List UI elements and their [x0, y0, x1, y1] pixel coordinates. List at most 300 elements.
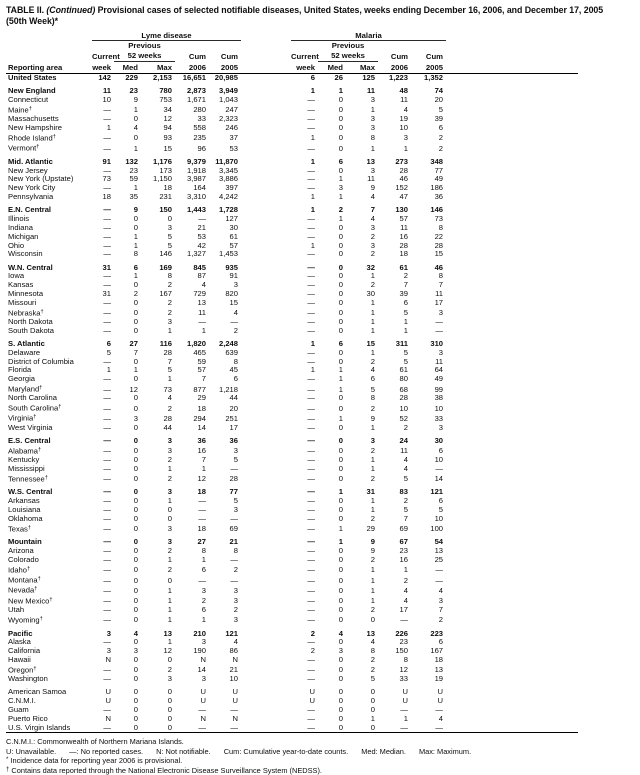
value-cell: —	[307, 505, 315, 515]
value-cell: 210	[193, 628, 206, 638]
table-row	[6, 215, 578, 224]
value-cell: U	[200, 687, 206, 697]
row-tail	[446, 184, 578, 193]
value-cell: 1	[403, 143, 408, 153]
value-cell: 0	[338, 565, 343, 575]
table-row	[6, 706, 578, 715]
value-cell: 36	[434, 192, 444, 202]
value-cell: 2	[370, 403, 375, 413]
table-row	[6, 394, 578, 403]
value-cell: 1	[370, 105, 375, 115]
value-cell: —	[307, 325, 315, 335]
table-row	[6, 697, 578, 706]
dagger-superscript: †	[39, 385, 43, 391]
value-cell: 3	[438, 596, 444, 606]
value-cell: 3	[133, 413, 138, 423]
value-cell: 310	[430, 339, 444, 349]
column-spacer	[241, 413, 291, 423]
value-cell: 0	[338, 249, 343, 259]
row-tail	[446, 250, 578, 259]
value-cell: 11	[367, 174, 375, 184]
reporting-area-cell: Wisconsin	[8, 249, 43, 259]
value-cell: 223	[430, 628, 444, 638]
value-cell: 0	[133, 316, 138, 326]
column-spacer	[241, 206, 291, 215]
value-cell: 2	[133, 289, 138, 299]
value-cell: —	[307, 524, 315, 534]
table-row	[6, 665, 578, 675]
value-cell: 1,918	[186, 165, 206, 175]
value-cell: 0	[133, 505, 138, 515]
value-cell: 173	[159, 165, 172, 175]
table-row	[6, 688, 578, 697]
value-cell: 28	[434, 240, 444, 250]
table-row	[6, 349, 578, 358]
table-row	[6, 556, 578, 565]
table-row	[6, 366, 578, 375]
value-cell: —	[307, 214, 315, 224]
value-cell: 0	[338, 722, 343, 732]
column-spacer	[241, 596, 291, 606]
dagger-superscript: †	[40, 308, 44, 315]
value-cell: —	[103, 183, 111, 193]
value-cell: —	[435, 575, 444, 585]
column-spacer	[241, 318, 291, 327]
column-spacer	[241, 556, 291, 565]
row-tail	[446, 538, 578, 547]
value-cell: —	[307, 122, 315, 132]
value-cell: 0	[370, 722, 375, 732]
reporting-area-cell: Washington	[8, 674, 48, 684]
value-cell: 61	[229, 231, 238, 241]
column-spacer	[241, 158, 291, 167]
reporting-area-cell: American Samoa	[8, 687, 67, 697]
value-cell: 1	[201, 555, 206, 565]
value-cell: 4	[233, 637, 238, 647]
value-cell: 0	[133, 605, 138, 615]
table-row	[6, 497, 578, 506]
value-cell: 1	[370, 271, 375, 281]
column-spacer	[241, 488, 291, 497]
value-cell: 73	[102, 174, 111, 184]
reporting-area-cell: New York (Upstate)	[8, 174, 74, 184]
value-cell: 0	[167, 722, 172, 732]
value-cell: 164	[193, 183, 206, 193]
reporting-area-cell: Maine†	[8, 105, 32, 115]
value-cell: —	[103, 316, 111, 326]
value-cell: —	[103, 505, 111, 515]
value-cell: 1,728	[218, 205, 238, 215]
value-cell: 5	[403, 308, 408, 318]
value-cell: 18	[102, 192, 111, 202]
row-tail	[446, 665, 578, 675]
value-cell: 1	[338, 365, 343, 375]
value-cell: 47	[399, 192, 408, 202]
value-cell: 1	[133, 240, 138, 250]
row-tail	[446, 272, 578, 281]
dagger-superscript: †	[36, 144, 40, 151]
cum-header: Cum	[425, 51, 444, 61]
value-cell: 0	[338, 435, 343, 445]
value-cell: —	[198, 722, 206, 732]
value-cell: 1	[106, 365, 111, 375]
value-cell: 3	[370, 222, 375, 232]
value-cell: 1,352	[424, 73, 444, 82]
value-cell: 1	[370, 455, 375, 465]
value-cell: 1	[310, 365, 315, 375]
table-row	[6, 206, 578, 215]
value-cell: 2	[370, 605, 375, 615]
value-cell: 4	[403, 585, 408, 595]
value-cell: 0	[338, 696, 343, 706]
value-cell: 2	[167, 665, 172, 675]
value-cell: —	[198, 496, 206, 506]
value-cell: 39	[399, 289, 408, 299]
value-cell: 1	[338, 487, 343, 497]
row-tail	[446, 515, 578, 524]
value-cell: 9,379	[186, 156, 206, 166]
reporting-area-cell: Rhode Island†	[8, 133, 56, 143]
column-spacer	[241, 87, 291, 96]
value-cell: 0	[167, 214, 172, 224]
value-cell: 3	[370, 240, 375, 250]
cum-2005-header: 2005	[209, 62, 241, 74]
value-cell: 0	[133, 537, 138, 547]
table-row	[6, 424, 578, 433]
value-cell: 11	[102, 86, 111, 96]
value-cell: 2	[233, 605, 238, 615]
value-cell: 9	[370, 537, 375, 547]
value-cell: 2,323	[218, 114, 238, 124]
value-cell: 1	[310, 133, 315, 143]
value-cell: 0	[133, 222, 138, 232]
value-cell: 167	[159, 289, 172, 299]
value-cell: —	[307, 615, 315, 625]
value-cell: 5	[167, 231, 172, 241]
value-cell: 639	[225, 347, 238, 357]
value-cell: 3,886	[218, 174, 238, 184]
value-cell: 8	[233, 356, 238, 366]
value-cell: 0	[167, 575, 172, 585]
value-cell: 33	[197, 114, 206, 124]
reporting-area-cell: Nebraska†	[8, 308, 44, 318]
value-cell: 820	[225, 289, 238, 299]
value-cell: —	[103, 240, 111, 250]
dagger-superscript: †	[39, 615, 43, 622]
value-cell: 11	[435, 356, 444, 366]
value-cell: 1	[310, 339, 315, 349]
table-row	[6, 281, 578, 290]
value-cell: —	[307, 262, 315, 272]
value-cell: 4	[370, 214, 375, 224]
row-tail	[446, 167, 578, 176]
value-cell: —	[307, 165, 315, 175]
column-spacer	[241, 175, 291, 184]
value-cell: 23	[129, 165, 138, 175]
value-cell: 0	[338, 280, 343, 290]
value-cell: 0	[133, 356, 138, 366]
value-cell: 6	[233, 374, 238, 384]
value-cell: 190	[193, 646, 206, 656]
value-cell: 0	[133, 455, 138, 465]
table-row	[6, 224, 578, 233]
value-cell: 1	[338, 524, 343, 534]
value-cell: 4	[403, 105, 408, 115]
value-cell: 1,176	[152, 156, 172, 166]
value-cell: 5	[438, 105, 444, 115]
value-cell: 57	[229, 240, 238, 250]
value-cell: 1	[201, 463, 206, 473]
value-cell: 49	[434, 374, 444, 384]
value-cell: —	[103, 637, 111, 647]
value-cell: 0	[338, 474, 343, 484]
value-cell: 8	[133, 249, 138, 259]
value-cell: —	[307, 463, 315, 473]
table-row	[6, 675, 578, 684]
column-spacer	[241, 665, 291, 675]
value-cell: —	[103, 446, 111, 456]
value-cell: 20	[229, 403, 238, 413]
value-cell: 2	[403, 271, 408, 281]
value-cell: 1	[201, 615, 206, 625]
value-cell: 1	[338, 384, 343, 394]
reporting-area-cell: Hawaii	[8, 655, 31, 665]
value-cell: 45	[229, 365, 238, 375]
value-cell: 16	[399, 555, 408, 565]
reporting-area-cell: New Hampshire	[8, 122, 63, 132]
value-cell: 1	[338, 413, 343, 423]
value-cell: 0	[338, 585, 343, 595]
value-cell: 1	[167, 325, 172, 335]
value-cell: —	[307, 655, 315, 665]
value-cell: 4	[438, 585, 444, 595]
value-cell: 10	[434, 513, 444, 523]
value-cell: —	[103, 214, 111, 224]
reporting-area-cell: Idaho†	[8, 565, 31, 575]
footnotes	[6, 737, 634, 775]
value-cell: 3	[233, 615, 238, 625]
value-cell: —	[400, 705, 408, 714]
value-cell: 1	[106, 122, 111, 132]
value-cell: 7	[370, 205, 375, 215]
value-cell: 4	[201, 280, 206, 290]
value-cell: 3	[201, 585, 206, 595]
table-row	[6, 272, 578, 281]
value-cell: 0	[338, 615, 343, 625]
column-spacer	[241, 242, 291, 251]
value-cell: 0	[133, 565, 138, 575]
column-spacer	[241, 715, 291, 724]
value-cell: 3	[438, 347, 444, 357]
column-spacer	[241, 250, 291, 259]
reporting-area-cell: Wyoming†	[8, 615, 43, 625]
value-cell: 0	[133, 374, 138, 384]
value-cell: 48	[399, 86, 408, 96]
value-cell: 5	[403, 356, 408, 366]
column-spacer	[241, 647, 291, 656]
value-cell: 1	[370, 585, 375, 595]
row-tail	[446, 413, 578, 423]
row-tail	[446, 96, 578, 105]
value-cell: —	[307, 513, 315, 523]
value-cell: 1	[310, 156, 315, 166]
table-row	[6, 327, 578, 336]
value-cell: 7	[133, 347, 138, 357]
value-cell: U	[309, 696, 315, 706]
value-cell: 0	[133, 705, 138, 714]
value-cell: U	[402, 687, 408, 697]
value-cell: 87	[197, 271, 206, 281]
value-cell: 8	[370, 646, 375, 656]
value-cell: 0	[133, 655, 138, 665]
value-cell: 28	[163, 347, 172, 357]
value-cell: 18	[197, 487, 206, 497]
reporting-area-cell: South Carolina†	[8, 403, 62, 413]
value-cell: 2	[438, 143, 444, 153]
table-row	[6, 615, 578, 625]
value-cell: 3,310	[186, 192, 206, 202]
value-cell: 4	[370, 192, 375, 202]
value-cell: 0	[338, 555, 343, 565]
value-cell: 0	[338, 665, 343, 675]
value-cell: —	[307, 143, 315, 153]
value-cell: 0	[133, 687, 138, 697]
max-header: Max	[346, 62, 378, 74]
row-tail	[446, 497, 578, 506]
value-cell: —	[103, 222, 111, 232]
table-row	[6, 264, 578, 273]
dagger-superscript: †	[37, 446, 42, 453]
value-cell: 12	[163, 646, 172, 656]
value-cell: 2	[370, 249, 375, 259]
value-cell: 19	[399, 114, 408, 124]
value-cell: —	[103, 205, 111, 215]
row-tail	[446, 290, 578, 299]
reporting-area-cell: Oklahoma	[8, 513, 43, 523]
value-cell: —	[103, 596, 111, 606]
value-cell: —	[103, 143, 111, 153]
value-cell: —	[103, 722, 111, 732]
value-cell: —	[103, 297, 111, 307]
value-cell: 397	[225, 183, 238, 193]
table-row	[6, 115, 578, 124]
table-row	[6, 233, 578, 242]
value-cell: 57	[197, 365, 206, 375]
value-cell: 9	[370, 546, 375, 556]
value-cell: 13	[366, 156, 375, 166]
value-cell: 1	[167, 555, 172, 565]
value-cell: 229	[125, 73, 138, 82]
value-cell: 7	[403, 280, 408, 290]
value-cell: —	[307, 565, 315, 575]
value-cell: —	[435, 325, 444, 335]
value-cell: 94	[163, 122, 172, 132]
value-cell: 235	[193, 133, 206, 143]
value-cell: 28	[163, 413, 172, 423]
value-cell: 3	[438, 422, 444, 432]
reporting-area-cell: United States	[8, 73, 57, 82]
value-cell: 100	[430, 524, 444, 534]
value-cell: —	[198, 316, 206, 326]
value-cell: —	[307, 713, 315, 723]
value-cell: —	[307, 114, 315, 124]
column-spacer	[241, 74, 291, 83]
column-spacer	[241, 456, 291, 465]
value-cell: 4	[403, 463, 408, 473]
value-cell: 0	[338, 114, 343, 124]
value-cell: 44	[163, 422, 172, 432]
value-cell: 42	[197, 240, 206, 250]
row-tail	[446, 281, 578, 290]
value-cell: 2	[310, 628, 315, 638]
value-cell: 6	[438, 637, 444, 647]
row-tail	[446, 556, 578, 565]
column-spacer	[241, 105, 291, 115]
value-cell: 0	[338, 262, 343, 272]
cum-2005-header: 2005	[411, 62, 446, 74]
value-cell: 780	[159, 86, 172, 96]
value-cell: 77	[434, 165, 444, 175]
value-cell: —	[230, 513, 238, 523]
value-cell: —	[103, 308, 111, 318]
value-cell: 1	[310, 240, 315, 250]
row-tail	[446, 724, 578, 733]
value-cell: 150	[159, 205, 172, 215]
value-cell: N	[232, 713, 238, 723]
value-cell: 8	[167, 271, 172, 281]
title-text: Provisional cases of selected notifiable diseases, United States, weeks ending December 16, 2006, and December 17, 2005	[97, 5, 604, 15]
value-cell: 6	[310, 73, 315, 82]
value-cell: 3	[106, 628, 111, 638]
value-cell: 0	[133, 393, 138, 403]
column-spacer	[241, 615, 291, 625]
value-cell: 152	[395, 183, 408, 193]
row-tail	[446, 488, 578, 497]
value-cell: —	[307, 393, 315, 403]
reporting-area-cell: Pacific	[8, 628, 33, 638]
value-cell: —	[307, 555, 315, 565]
value-cell: 0	[370, 705, 375, 714]
dagger-superscript: †	[37, 576, 41, 583]
value-cell: —	[307, 297, 315, 307]
table-row	[6, 133, 578, 143]
value-cell: 5	[438, 505, 444, 515]
column-spacer	[241, 424, 291, 433]
table-row	[6, 474, 578, 484]
value-cell: 5	[233, 455, 238, 465]
reporting-area-cell: E.S. Central	[8, 435, 51, 445]
table-row	[6, 638, 578, 647]
value-cell: 99	[434, 384, 444, 394]
value-cell: 12	[197, 474, 206, 484]
value-cell: 0	[338, 605, 343, 615]
value-cell: —	[307, 674, 315, 684]
column-spacer	[241, 327, 291, 336]
reporting-area-cell: Virginia†	[8, 413, 37, 423]
value-cell: 10	[434, 403, 444, 413]
value-cell: N	[105, 713, 111, 723]
value-cell: 2	[438, 133, 444, 143]
row-tail	[446, 697, 578, 706]
column-spacer	[241, 358, 291, 367]
column-spacer	[241, 193, 291, 202]
value-cell: 0	[370, 696, 375, 706]
value-cell: 2	[167, 308, 172, 318]
value-cell: 0	[338, 231, 343, 241]
row-tail	[446, 524, 578, 534]
value-cell: 12	[399, 665, 408, 675]
value-cell: 5	[370, 384, 375, 394]
